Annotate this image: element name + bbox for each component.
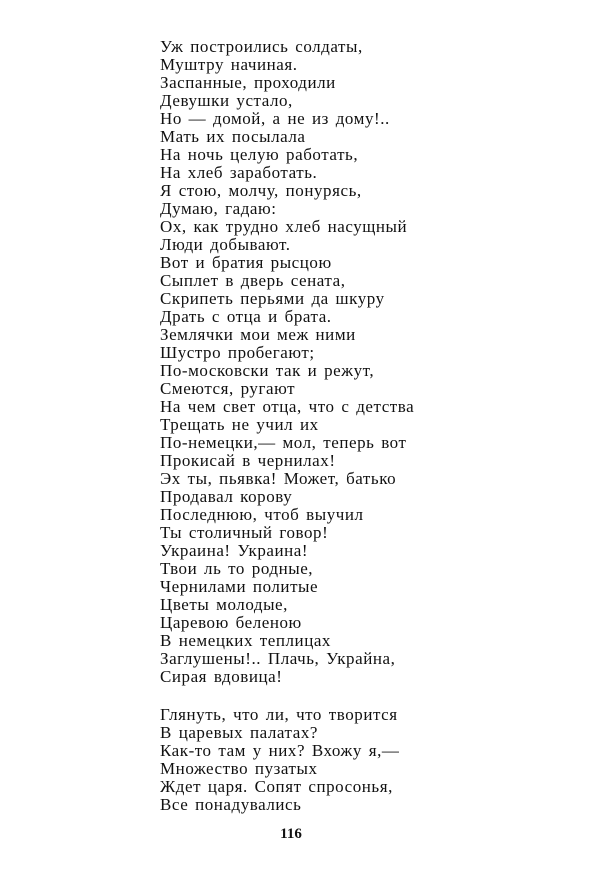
poem-line: Шустро пробегают; (160, 343, 315, 362)
poem-line: Ох, как трудно хлеб насущный (160, 217, 408, 236)
poem-stanza-1 (160, 38, 414, 686)
poem-line: Заглушены!.. Плачь, Украйна, (160, 649, 396, 668)
poem-line: Украина! Украина! (160, 541, 309, 560)
poem-line: Эх ты, пьявка! Может, батько (160, 469, 397, 488)
poem-line: Скрипеть перьями да шкуру (160, 289, 385, 308)
poem-line: Мать их посылала (160, 127, 306, 146)
poem-line: Землячки мои меж ними (160, 325, 356, 344)
poem-line: Сыплет в дверь сената, (160, 271, 346, 290)
poem-line: Вот и братия рысцою (160, 253, 332, 272)
poem-line: Глянуть, что ли, что творится (160, 705, 398, 724)
poem-line: Драть с отца и брата. (160, 307, 332, 326)
poem-line: Ты столичный говор! (160, 523, 329, 542)
poem-line: Как-то там у них? Вхожу я,— (160, 741, 400, 760)
poem-line: Прокисай в чернилах! (160, 451, 336, 470)
poem-line: Последнюю, чтоб выучил (160, 505, 364, 524)
poem-line: Смеются, ругают (160, 379, 296, 398)
poem-line: Заспанные, проходили (160, 73, 336, 92)
poem-line: Думаю, гадаю: (160, 199, 277, 218)
poem-line: Сирая вдовица! (160, 667, 283, 686)
poem-line: В царевых палатах? (160, 723, 318, 742)
poem-line: Трещать не учил их (160, 415, 319, 434)
poem-line: По-немецки,— мол, теперь вот (160, 433, 407, 452)
poem-line: Уж построились солдаты, (160, 37, 363, 56)
poem-line: Твои ль то родные, (160, 559, 314, 578)
poem-line: На хлеб заработать. (160, 163, 318, 182)
poem-line: Девушки устало, (160, 91, 293, 110)
page-number: 116 (280, 826, 302, 842)
poem-line: Муштру начиная. (160, 55, 298, 74)
poem-line: Цветы молодые, (160, 595, 288, 614)
poem-line: Но — домой, а не из дому!.. (160, 109, 390, 128)
poem-line: На ночь целую работать, (160, 145, 359, 164)
poem-line: Люди добывают. (160, 235, 291, 254)
poem-line: Я стою, молчу, понурясь, (160, 181, 362, 200)
poem-line: Чернилами политые (160, 577, 319, 596)
poem-line: Множество пузатых (160, 759, 318, 778)
poem-line: Продавал корову (160, 487, 293, 506)
poem-line: Ждет царя. Сопят спросонья, (160, 777, 393, 796)
poem-line: Царевою беленою (160, 613, 302, 632)
poem-line: Все понадувались (160, 795, 302, 814)
poem-line: По-московски так и режут, (160, 361, 375, 380)
poem-line: В немецких теплицах (160, 631, 331, 650)
poem-stanza-2 (160, 706, 399, 814)
poem-line: На чем свет отца, что с детства (160, 397, 415, 416)
